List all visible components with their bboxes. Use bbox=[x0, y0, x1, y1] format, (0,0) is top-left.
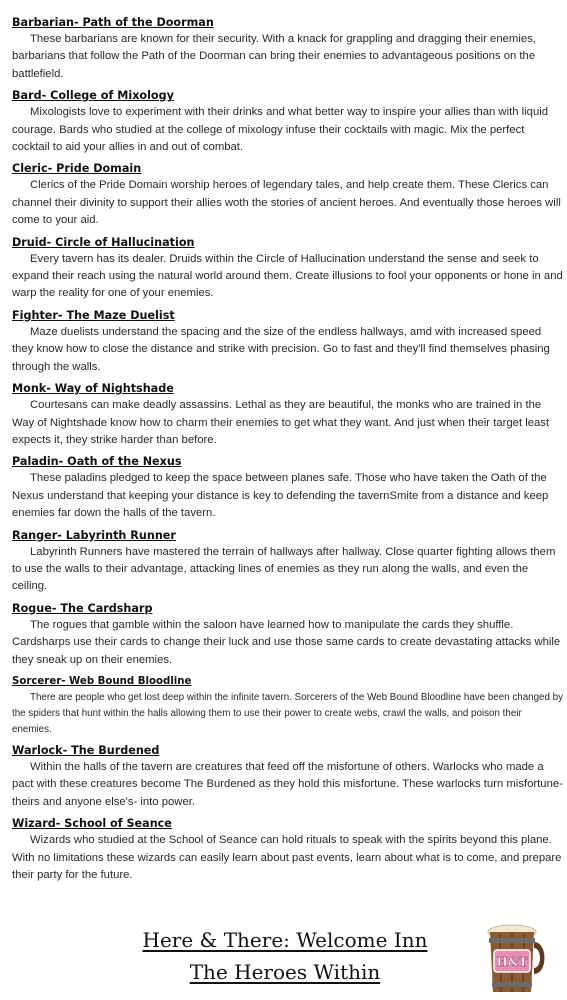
tankard-band-bottom bbox=[492, 982, 532, 987]
entry-title: Cleric- Pride Domain bbox=[12, 162, 142, 176]
entry-title: Druid- Circle of Hallucination bbox=[12, 235, 195, 249]
entry-body: Clerics of the Pride Domain worship heroes of legendary tales, and help create them. These Clerics can channel their divinity to support their allies woth the stories of ancient heroes. And eventually those heroes will come to your aid. bbox=[12, 179, 561, 227]
entry-body: Labyrinth Runners have mastered the terrain of hallways after hallway. Close quarter fighting allows them to use the walls to their advantage, attacking lines of enemies as they run along the walls, and even the ceiling. bbox=[12, 545, 556, 593]
entry-body: Mixologists love to experiment with their drinks and what better way to inspire your allies than with liquid courage. Bards who studied at the college of mixology infuse their cocktails with magic. Mix the perfect cocktail to aid your allies in and out of combat. bbox=[12, 106, 549, 154]
entry-bard bbox=[12, 89, 563, 156]
entry-paladin bbox=[12, 455, 563, 522]
entry-druid bbox=[12, 236, 563, 303]
entry-body: There are people who get lost deep within the infinite tavern. Sorcerers of the Web Bound Bloodline have been changed by the spiders that hunt within the halls allowing them to use their power to create webs, crawl the walls, and poison their enemies. bbox=[12, 691, 564, 735]
entry-wizard bbox=[12, 817, 563, 884]
entry-cleric bbox=[12, 162, 563, 229]
entry-title: Wizard- School of Seance bbox=[12, 817, 172, 831]
entry-title: Barbarian- Path of the Doorman bbox=[12, 16, 214, 29]
entry-body: These paladins pledged to keep the space between planes safe. Those who have taken the Oath of the Nexus understand that keeping your distance is key to defending the tavernSmite from a distance and keep enemies far down the halls of the tavern. bbox=[12, 472, 549, 520]
entry-warlock bbox=[12, 744, 563, 811]
tankard-handle bbox=[534, 942, 545, 974]
footer-subtitle: The Heroes Within bbox=[189, 960, 381, 984]
footer-title: Here & There: Welcome Inn bbox=[142, 928, 428, 952]
entry-title: Warlock- The Burdened bbox=[12, 743, 160, 757]
entry-title: Paladin- Oath of the Nexus bbox=[12, 455, 182, 469]
entry-monk bbox=[12, 382, 563, 449]
entry-body: Within the halls of the tavern are creatures that feed off the misfortune of others. Warlocks who made a pact with these creatures become The Burdened as they hold this misfortune. These warlocks turn misfortune- theirs and anyone else's- into power. bbox=[12, 760, 563, 808]
entry-title: Fighter- The Maze Duelist bbox=[12, 308, 175, 322]
entry-rogue bbox=[12, 602, 563, 669]
entry-sorcerer bbox=[12, 675, 563, 738]
tankard-icon bbox=[484, 922, 550, 996]
logo-text: H&T bbox=[496, 955, 528, 969]
entry-body: These barbarians are known for their security. With a knack for grappling and dragging their enemies, barbarians that follow the Path of the Doorman can bring their enemies to advantageous positions on the battlefield. bbox=[12, 33, 536, 80]
entry-ranger bbox=[12, 529, 563, 596]
entry-title: Sorcerer- Web Bound Bloodline bbox=[12, 675, 192, 687]
entry-barbarian bbox=[12, 16, 563, 83]
entry-title: Monk- Way of Nightshade bbox=[12, 382, 174, 396]
entry-title: Rogue- The Cardsharp bbox=[12, 601, 153, 615]
entry-body: Every tavern has its dealer. Druids within the Circle of Hallucination understand the sense and seek to expand their reach using the natural world around them. Create illusions to fool your opponents or hone in and warp the reality for one of your enemies. bbox=[12, 252, 563, 300]
tankard-band-top bbox=[489, 938, 535, 943]
entry-body: Courtesans can make deadly assassins. Lethal as they are beautiful, the monks who are trained in the Way of Nightshade know how to charm their enemies to get what they want. And just when their target least expects it, they strike harder than before. bbox=[12, 399, 550, 446]
footer bbox=[0, 922, 567, 1000]
entry-body: Wizards who studied at the School of Seance can hold rituals to speak with the spirits beyond this plane. With no limitations these wizards can easily learn about past events, learn about what is to come, and prepare their party for the future. bbox=[12, 834, 562, 881]
entry-title: Ranger- Labyrinth Runner bbox=[12, 528, 176, 542]
entry-title: Bard- College of Mixology bbox=[12, 89, 174, 103]
entry-fighter bbox=[12, 309, 563, 376]
entry-body: The rogues that gamble within the saloon have learned how to manipulate the cards they shuffle. Cardsharps use their cards to change their luck and use those same cards to create devastating attacks while they sneak up on their enemies. bbox=[12, 618, 561, 666]
entry-body: Maze duelists understand the spacing and the size of the endless hallways, amd with increased speed they know how to close the distance and strike with precision. Go to fast and they'll find themselves phasing through the walls. bbox=[12, 325, 550, 373]
